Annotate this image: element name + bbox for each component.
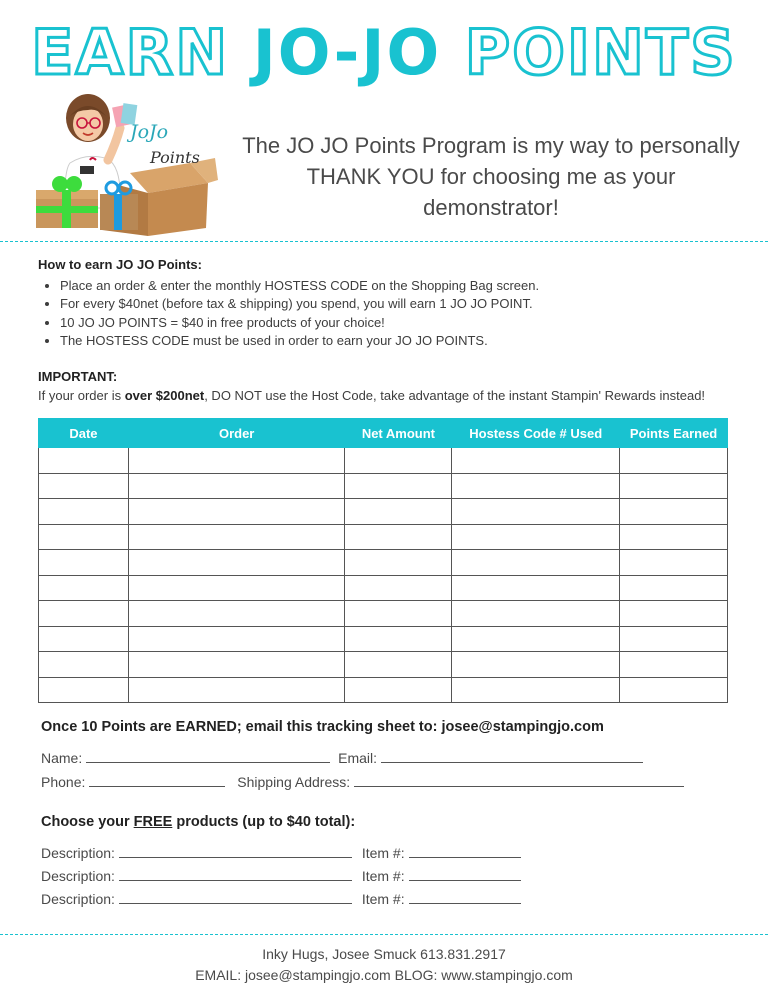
- table-cell[interactable]: [452, 473, 620, 499]
- table-row: [39, 473, 728, 499]
- item-number-label: Item #:: [361, 868, 405, 884]
- table-cell[interactable]: [128, 626, 345, 652]
- table-cell[interactable]: [128, 524, 345, 550]
- divider-top: [0, 241, 768, 242]
- phone-label: Phone:: [41, 774, 86, 790]
- table-cell[interactable]: [39, 448, 129, 474]
- table-cell[interactable]: [39, 652, 129, 678]
- title-earn: EARN: [31, 16, 230, 89]
- table-cell[interactable]: [345, 601, 452, 627]
- table-cell[interactable]: [128, 499, 345, 525]
- table-header-row: [39, 419, 728, 448]
- how-to-heading: How to earn JO JO Points:: [38, 257, 202, 272]
- table-cell[interactable]: [620, 499, 728, 525]
- description-label: Description:: [41, 868, 115, 884]
- table-cell[interactable]: [345, 473, 452, 499]
- important-heading: IMPORTANT:: [38, 369, 118, 384]
- logo-jojo-text: JoJo: [130, 121, 169, 143]
- table-row: [39, 448, 728, 474]
- table-cell[interactable]: [128, 677, 345, 703]
- table-cell[interactable]: [620, 652, 728, 678]
- tagline-line-2: THANK YOU for choosing me as your demonstrator!: [306, 164, 676, 220]
- item-number-label: Item #:: [361, 845, 405, 861]
- item-number-field[interactable]: [409, 866, 521, 881]
- table-cell[interactable]: [452, 626, 620, 652]
- how-to-list: [38, 277, 758, 351]
- jojo-points-illustration: [30, 88, 220, 238]
- table-cell[interactable]: [620, 626, 728, 652]
- table-cell[interactable]: [39, 550, 129, 576]
- product-row: [41, 843, 521, 863]
- table-cell[interactable]: [128, 601, 345, 627]
- how-to-earn-section: [38, 256, 758, 351]
- title-points: POINTS: [464, 16, 737, 89]
- name-label: Name:: [41, 750, 83, 766]
- table-cell[interactable]: [620, 448, 728, 474]
- email-label: Email:: [338, 750, 378, 766]
- description-field[interactable]: [119, 843, 352, 858]
- table-cell[interactable]: [128, 575, 345, 601]
- program-tagline: [236, 130, 746, 223]
- table-cell[interactable]: [39, 601, 129, 627]
- table-cell[interactable]: [452, 550, 620, 576]
- page-title: [0, 18, 768, 88]
- header-points-earned: Points Earned: [620, 419, 728, 448]
- table-cell[interactable]: [39, 626, 129, 652]
- product-row: [41, 866, 521, 886]
- name-field[interactable]: [86, 748, 330, 763]
- table-cell[interactable]: [345, 524, 452, 550]
- table-row: [39, 499, 728, 525]
- important-text-before: If your order is: [38, 387, 125, 403]
- table-cell[interactable]: [39, 677, 129, 703]
- description-label: Description:: [41, 845, 115, 861]
- table-row: [39, 575, 728, 601]
- choose-free-heading: [41, 814, 355, 830]
- table-cell[interactable]: [128, 473, 345, 499]
- table-cell[interactable]: [620, 677, 728, 703]
- important-text-after: , DO NOT use the Host Code, take advantage of the instant Stampin' Rewards instead!: [204, 387, 706, 403]
- table-row: [39, 652, 728, 678]
- tagline-line-1: The JO JO Points Program is my way to personally: [242, 133, 740, 158]
- table-row: [39, 677, 728, 703]
- how-to-item: • Place an order & enter the monthly HOSTESS CODE on the Shopping Bag screen.: [60, 277, 758, 296]
- item-number-label: Item #:: [361, 891, 405, 907]
- table-cell[interactable]: [345, 448, 452, 474]
- phone-shipping-row: [41, 772, 684, 792]
- table-cell[interactable]: [452, 448, 620, 474]
- table-cell[interactable]: [345, 575, 452, 601]
- description-label: Description:: [41, 891, 115, 907]
- important-section: [38, 368, 763, 405]
- important-text: [38, 387, 763, 406]
- table-cell[interactable]: [620, 601, 728, 627]
- table-cell[interactable]: [620, 550, 728, 576]
- email-instruction: Once 10 Points are EARNED; email this tracking sheet to: josee@stampingjo.com: [41, 719, 604, 735]
- table-cell[interactable]: [128, 652, 345, 678]
- shipping-label: Shipping Address:: [237, 774, 351, 790]
- table-cell[interactable]: [452, 575, 620, 601]
- how-to-item: • For every $40net (before tax & shipping) you spend, you will earn 1 JO JO POINT.: [60, 295, 758, 314]
- how-to-item: • 10 JO JO POINTS = $40 in free products of your choice!: [60, 314, 758, 333]
- header-net-amount: Net Amount: [345, 419, 452, 448]
- important-text-bold: over $200net: [124, 387, 205, 403]
- title-jojo: JO-JO: [252, 16, 442, 89]
- table-row: [39, 524, 728, 550]
- choose-before: Choose your: [41, 814, 134, 830]
- choose-after: products (up to $40 total):: [172, 814, 356, 830]
- table-cell[interactable]: [345, 499, 452, 525]
- table-cell[interactable]: [452, 524, 620, 550]
- table-cell[interactable]: [39, 499, 129, 525]
- how-to-item: • The HOSTESS CODE must be used in order to earn your JO JO POINTS.: [60, 332, 758, 351]
- table-cell[interactable]: [452, 499, 620, 525]
- table-cell[interactable]: [39, 524, 129, 550]
- table-cell[interactable]: [452, 652, 620, 678]
- logo-points-text: Points: [150, 148, 200, 167]
- table-row: [39, 601, 728, 627]
- table-cell[interactable]: [345, 677, 452, 703]
- table-cell[interactable]: [345, 652, 452, 678]
- name-email-row: [41, 748, 643, 768]
- shipping-address-field[interactable]: [354, 772, 684, 787]
- header-hostess-code: Hostess Code # Used: [452, 419, 620, 448]
- table-cell[interactable]: [345, 626, 452, 652]
- email-field[interactable]: [381, 748, 643, 763]
- table-cell[interactable]: [345, 550, 452, 576]
- phone-field[interactable]: [89, 772, 225, 787]
- header-date: Date: [39, 419, 129, 448]
- table-cell[interactable]: [128, 448, 345, 474]
- choose-free-word: FREE: [133, 814, 173, 830]
- table-row: [39, 550, 728, 576]
- table-cell[interactable]: [128, 550, 345, 576]
- table-cell[interactable]: [620, 575, 728, 601]
- points-tracking-table: [38, 418, 728, 703]
- footer-links: EMAIL: josee@stampingjo.com BLOG: www.stampingjo.com: [195, 967, 573, 983]
- table-cell[interactable]: [39, 473, 129, 499]
- description-field[interactable]: [119, 889, 352, 904]
- description-field[interactable]: [119, 866, 352, 881]
- item-number-field[interactable]: [409, 889, 521, 904]
- table-cell[interactable]: [620, 473, 728, 499]
- product-row: [41, 889, 521, 909]
- footer-contact: Inky Hugs, Josee Smuck 613.831.2917: [262, 946, 506, 962]
- item-number-field[interactable]: [409, 843, 521, 858]
- table-row: [39, 626, 728, 652]
- table-cell[interactable]: [620, 524, 728, 550]
- table-cell[interactable]: [452, 601, 620, 627]
- header-order: Order: [128, 419, 345, 448]
- table-cell[interactable]: [39, 575, 129, 601]
- table-cell[interactable]: [452, 677, 620, 703]
- divider-bottom: [0, 934, 768, 935]
